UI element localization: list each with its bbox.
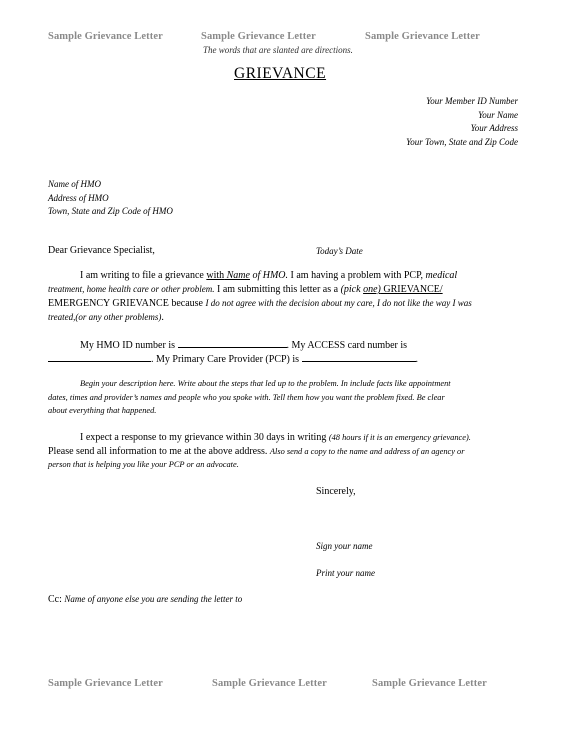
p1-text-h: I am submitting this letter as a [214, 284, 341, 295]
p2-text-d: . [415, 354, 419, 365]
sender-name: Your Name [478, 110, 518, 120]
watermark-top-3: Sample Grievance Letter [365, 31, 480, 42]
p4-line-3: person that is helping you like your PCP or an advocate. [48, 460, 239, 469]
p2-text-b: . My ACCESS card number is [286, 340, 408, 351]
p4-text-c: Please send all information to me at the above address. [48, 446, 270, 457]
p1-text-b: with [206, 270, 225, 281]
access-card-blank [48, 352, 151, 362]
sender-town: Your Town, State and Zip Code [406, 137, 518, 147]
p4-text-a: I expect a response to my grievance within 30 days in writing [80, 432, 329, 443]
p1-text-e: I am having a problem with PCP, [288, 270, 426, 281]
p1-text-i: (pick [340, 284, 364, 295]
p1-line-1 [80, 270, 457, 281]
p4-line-1 [80, 432, 471, 443]
watermark-bottom-1: Sample Grievance Letter [48, 678, 163, 689]
p1-text-o: . [161, 312, 164, 323]
hmo-id-blank [178, 338, 287, 348]
watermark-top-2: Sample Grievance Letter [201, 31, 316, 42]
p2-text-a: My HMO ID number is [80, 340, 178, 351]
closing: Sincerely, [316, 486, 356, 497]
p1-line-2 [48, 284, 443, 295]
cc-text: Name of anyone else you are sending the letter to [64, 594, 243, 604]
p4-text-d: Also send a copy to the name and address of an agency or [269, 447, 465, 456]
p1-line-3 [48, 298, 472, 309]
sign-placeholder: Sign your name [316, 541, 373, 551]
pcp-blank [302, 352, 416, 362]
watermark-top-1: Sample Grievance Letter [48, 31, 163, 42]
p3-line-1: Begin your description here. Write about the steps that led up to the problem. In include facts like appointment [80, 379, 451, 388]
p4-text-b: (48 hours if it is an emergency grievance). [328, 433, 471, 442]
directions-note: The words that are slanted are directions. [203, 45, 353, 55]
p2-line-1 [80, 338, 407, 351]
p1-text-g: treatment, home health care or other problem. [48, 284, 215, 294]
p1-text-c: Name [224, 270, 250, 281]
p3-line-3: about everything that happened. [48, 406, 157, 415]
print-placeholder: Print your name [316, 568, 375, 578]
date-placeholder: Today’s Date [316, 246, 363, 256]
p4-line-2 [48, 446, 465, 457]
p2-line-2 [48, 352, 418, 365]
sender-member-id: Your Member ID Number [426, 96, 518, 106]
p1-text-m: I do not agree with the decision about my care, I do not like the way I was [205, 298, 472, 308]
p2-text-c: . My Primary Care Provider (PCP) is [151, 354, 302, 365]
sender-address: Your Address [470, 123, 518, 133]
p1-text-a: I am writing to file a grievance [80, 270, 207, 281]
page-title: GRIEVANCE [234, 65, 327, 82]
p3-line-2: dates, times and provider’s names and people who you spoke with. Tell them how you want the problem fixed. Be clear [48, 393, 445, 402]
p1-text-f: medical [425, 270, 458, 281]
watermark-bottom-3: Sample Grievance Letter [372, 678, 487, 689]
watermark-bottom-2: Sample Grievance Letter [212, 678, 327, 689]
p1-text-d: of HMO. [249, 270, 289, 281]
recipient-town: Town, State and Zip Code of HMO [48, 206, 173, 216]
cc-label: Cc: [48, 594, 65, 605]
recipient-name: Name of HMO [48, 179, 101, 189]
p1-text-l: EMERGENCY GRIEVANCE because [48, 298, 206, 309]
p1-text-j: one) [363, 284, 381, 295]
p1-text-k: GRIEVANCE/ [380, 284, 443, 295]
salutation: Dear Grievance Specialist, [48, 245, 155, 256]
recipient-address: Address of HMO [48, 193, 109, 203]
p1-text-n: treated,(or any other problems) [48, 312, 162, 322]
p1-line-4 [48, 312, 164, 323]
cc-line [48, 594, 242, 605]
